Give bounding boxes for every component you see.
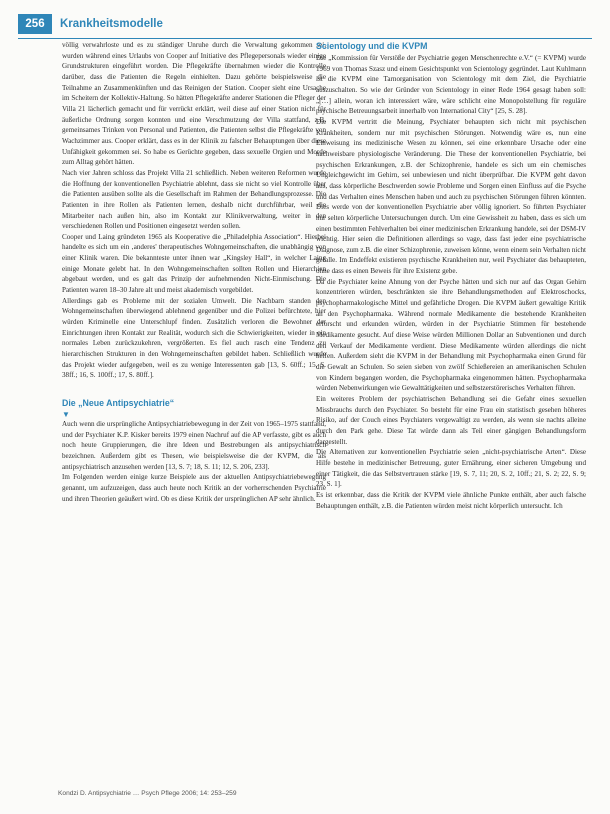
- section-heading: Scientology und die KVPM: [316, 41, 428, 51]
- page-number: 256: [18, 14, 52, 34]
- section-heading: Die „Neue Antipsychiatrie“: [62, 398, 175, 408]
- body-paragraph: völlig verwahrloste und es zu ständiger Unruhe durch die Verwaltung gekommen sei, wurden während eines Urlaubs von Cooper auf Initiative des Pflegepersonals wieder einige Grundstrukturen eingeführt worden. Die Pflegekräfte übernahmen wieder die Kontrolle darüber, dass die Patienten die Regeln einhielten. Dazu gehörte beispielsweise die Teilnahme an Zusammenkünften und das Reinigen der Station. Cooper sieht eine Ursache im Scheitern der Kollektiv-Haltung. So hätten Pflegekräfte anderer Stationen die Pfleger der Villa 21 lächerlich gemacht und für verrückt erklärt, weil diese auf einer Station nicht für äußerliche Ordnung sorgen konnten und eine Verschmutzung der Villa stattfand, z.B. gemeinsames Trinken von Personal und Patienten, die Patienten selbst die Pflegekräfte von Wachzimmer aus. Cooper erklärt, dass es in der Klinik zu falscher Behauptungen über diese Unfähigkeit gekommen sei. So habe es Gerüchte gegeben, dass sexuelle Orgien und Morde zum Alltag gehört hätten.: [62, 41, 326, 167]
- section-marker-icon: ▼: [62, 410, 70, 419]
- left-column: [62, 40, 326, 504]
- body-paragraph: Die KVPM vertritt die Meinung, Psychiater behaupten sich nicht mit psychischen Krankheiten, sondern nur mit psychischen Störungen. Notwendig wäre es, nun eine Einweisung ins medizinische Wesen zu können, sei eine erkennbare Ursache oder eine nachweisbare physiologische Veränderung. Die These der konventionellen Psychiatrie, bei psychischen Erkrankungen, z.B. der Schizophrenie, handele es sich um ein chemisches Ungleichgewicht im Gehirn, sei unbewiesen und nicht überprüfbar. Die KVPM geht davon aus, dass körperliche Beschwerden sowie Probleme und Sorgen einen Einfluss auf die Psyche und das Verhalten eines Menschen haben und auch zu psychischen Störungen führen könnten. Dies werde von der konventionellen Psychiatrie aber völlig ignoriert. So führten Psychiater nur selten körperliche Untersuchungen durch. Um eine Gewissheit zu haben, dass es sich um einen bestimmten Fehlverhalten bei einer medizinischen Erkrankung handele, sei der DSM-IV wichtig. Hier seien die Definitionen allerdings so vage, dass fast jeder eine psychiatrische Diagnose, zum z.B. die einer Schizophrenie, zuweisen könne, wenn einem sein Verhalten nicht gefalle. Im Endeffekt existieren psychische Krankheiten nur, weil Psychiater das behaupteten, ohne dass es einen Beweis für ihre Existenz gebe.: [316, 117, 586, 276]
- right-column: [316, 40, 586, 511]
- body-paragraph: Ein weiteres Problem der psychiatrischen Behandlung sei die Gefahr eines sexuellen Missbrauchs durch den Psychiater. So besteht für eine Frau ein statistisch gesehen höheres Risiko, auf der Couch eines Psychiaters vergewaltigt zu werden, als wenn sie nachts alleine durch den Park gehe. Diese Tat würde dann als Teil einer gängigen Behandlungsform dargestellt.: [316, 395, 586, 446]
- body-paragraph: Nach vier Jahren schloss das Projekt Villa 21 schließlich. Neben weiteren Reformen wurde die Hoffnung der konventionellen Psychiatrie ablehnt, dass sie nicht so viel Kontrolle über die Patienten ausüben sollte als die Gesellschaft im Rahmen der Behandlungsprozesse. Die Patienten in ihre Rollen als Patienten lernen, deshalb nicht durchführbar, weil die Mitarbeiter nach außen hin, also im Kontakt zur Klinikverwaltung, weiter in den verschiedenen Rollen und Positionen eingesetzt werden sollen.: [62, 168, 326, 231]
- footer-citation: Kondzi D. Antipsychiatrie … Psych Pflege 2006; 14: 253–259: [58, 790, 237, 797]
- spacer: [62, 381, 326, 393]
- body-paragraph: Allerdings gab es Probleme mit der sozialen Umwelt. Die Nachbarn standen den Wohngemeinschaften überwiegend ablehnend gegenüber und die Polizei befürchtete, hier würden Kriminelle eine Unterschlupf finden. Zusätzlich verloren die Bewohner der Einrichtungen ihren Kontakt zur Realität, wodurch sich die Schwierigkeiten, wieder in ein normales Leben zurückzukehren, vergrößerten. Es fiel auch rasch eine Tendenz zu hierarchischen Strukturen in den Wohngemeinschaften gebildet haben. Schließlich wurde das Projekt wieder aufgegeben, weil es zu wenige Interessenten gab [13, S. 60ff.; 15, S. 38ff.; 16, S. 100ff.; 17, S. 80ff.].: [62, 296, 326, 380]
- body-paragraph: Cooper und Laing gründeten 1965 als Kooperative die „Philadelphia Association“. Hierbei handelte es sich um ein ‚anderes' therapeutisches Wohngemeinschaften, die unabhängig von einer Klinik waren. Die bekannteste unter ihnen war „Kingsley Hall“, in welcher Laing einige Monate gelebt hat. In den Wohngemeinschaften sollten Rollen und Hierarchien abgebaut werden, und es galt das Prinzip der aufnehmenden Nicht-Einmischung. Die Patienten waren 18–30 Jahre alt und meist akademisch vorgebildet.: [62, 232, 326, 295]
- body-paragraph: Die Alternativen zur konventionellen Psychiatrie seien „nicht-psychiatrische Arten“. Diese Hilfe bestehe in medizinischer Betreuung, guter Ernährung, einer sicheren Umgebung und einer Tätigkeit, die das Selbstvertrauen stärke [19, S. 7, 11; 20, S. 2, 10ff.; 21, S. 2; 22, S. 9; 23, S. 1].: [316, 448, 586, 489]
- body-paragraph: Da die Psychiater keine Ahnung von der Psyche hätten und sich nur auf das Organ Gehirn konzentrieren würden, beschränkten sie ihre Behandlungsmethoden auf Elektroschocks, psychopharmakologische Mittel und gefährliche Drogen. Die KVPM äußert gewaltige Kritik an den Psychopharmaka. Während normale Medikamente die bestehende Krankheiten erforscht und erkunden würden, würden in der Psychiatrie Stimmen für bestehende Medikamente gesucht. Auf diese Weise würden Millionen Dollar an Subventionen und durch den Verkauf der Medikamente verdient. Diese Medikamente würden allerdings die nicht helfen. Außerdem sieht die KVPM in der Behandlung mit Psychopharmaka einen Grund für die Gewalt an Schulen. So seien sieben von zwölf Schießereien an amerikanischen Schulen von Kindern begangen worden, die Psychopharmaka eingenommen hätten. Psychopharmaka würden Nebenwirkungen wie Gewalttätigkeiten und selbstzerstörerisches Verhalten führen.: [316, 277, 586, 393]
- header-rule: [18, 38, 592, 39]
- page-header: [0, 14, 610, 36]
- body-paragraph: Die „Kommission für Verstöße der Psychiatrie gegen Menschenrechte e.V.“ (= KVPM) wurde 1969 von Thomas Szasz und einem Gesichtspunkt von Scientology gegründet. Laut Kuhlmann ist die KVPM eine Tarnorganisation von Scientology mit dem Ziel, die Psychiatrie auszuschalten. So wie der Gründer von Scientology in einer Rede 1964 gesagt haben soll: „[…] allein, woran ich interessiert wäre, wäre schlicht eine Monopolstellung für reguläre psychische Betreuungsarbeit innerhalb von International City“ [25, S. 28].: [316, 54, 586, 116]
- body-paragraph: Im Folgenden werden einige kurze Beispiele aus der aktuellen Antipsychiatriebewegung genannt, um aufzuzeigen, dass auch heute noch Kritik an der vorherrschenden Psychiatrie und ihren Theorien geäußert wird. Ob es diese Kritik der ursprünglichen AP sehr ähnlich.: [62, 473, 326, 503]
- body-paragraph: Es ist erkennbar, dass die Kritik der KVPM viele ähnliche Punkte enthält, aber auch falsche Behauptungen enthält, z.B. die Patienten würden meist nicht körperlich untersucht. Ich: [316, 490, 586, 510]
- running-head: Krankheitsmodelle: [60, 18, 163, 30]
- body-paragraph: Auch wenn die ursprüngliche Antipsychiatriebewegung in der Zeit von 1965–1975 stattfand, und der Psychiater K.P. Kisker bereits 1979 einen Nachruf auf die AP verfasste, gibt es auch noch heute Gruppierungen, die ihre Ideen und Bestrebungen als antipsychiatrisch bezeichnen. Außerdem gibt es Thesen, wie beispielsweise die der KVPM, die als antipsychiatrisch anzusehen werden [13, S. 7; 18, S. 11; 12, S. 206, 233].: [62, 420, 326, 471]
